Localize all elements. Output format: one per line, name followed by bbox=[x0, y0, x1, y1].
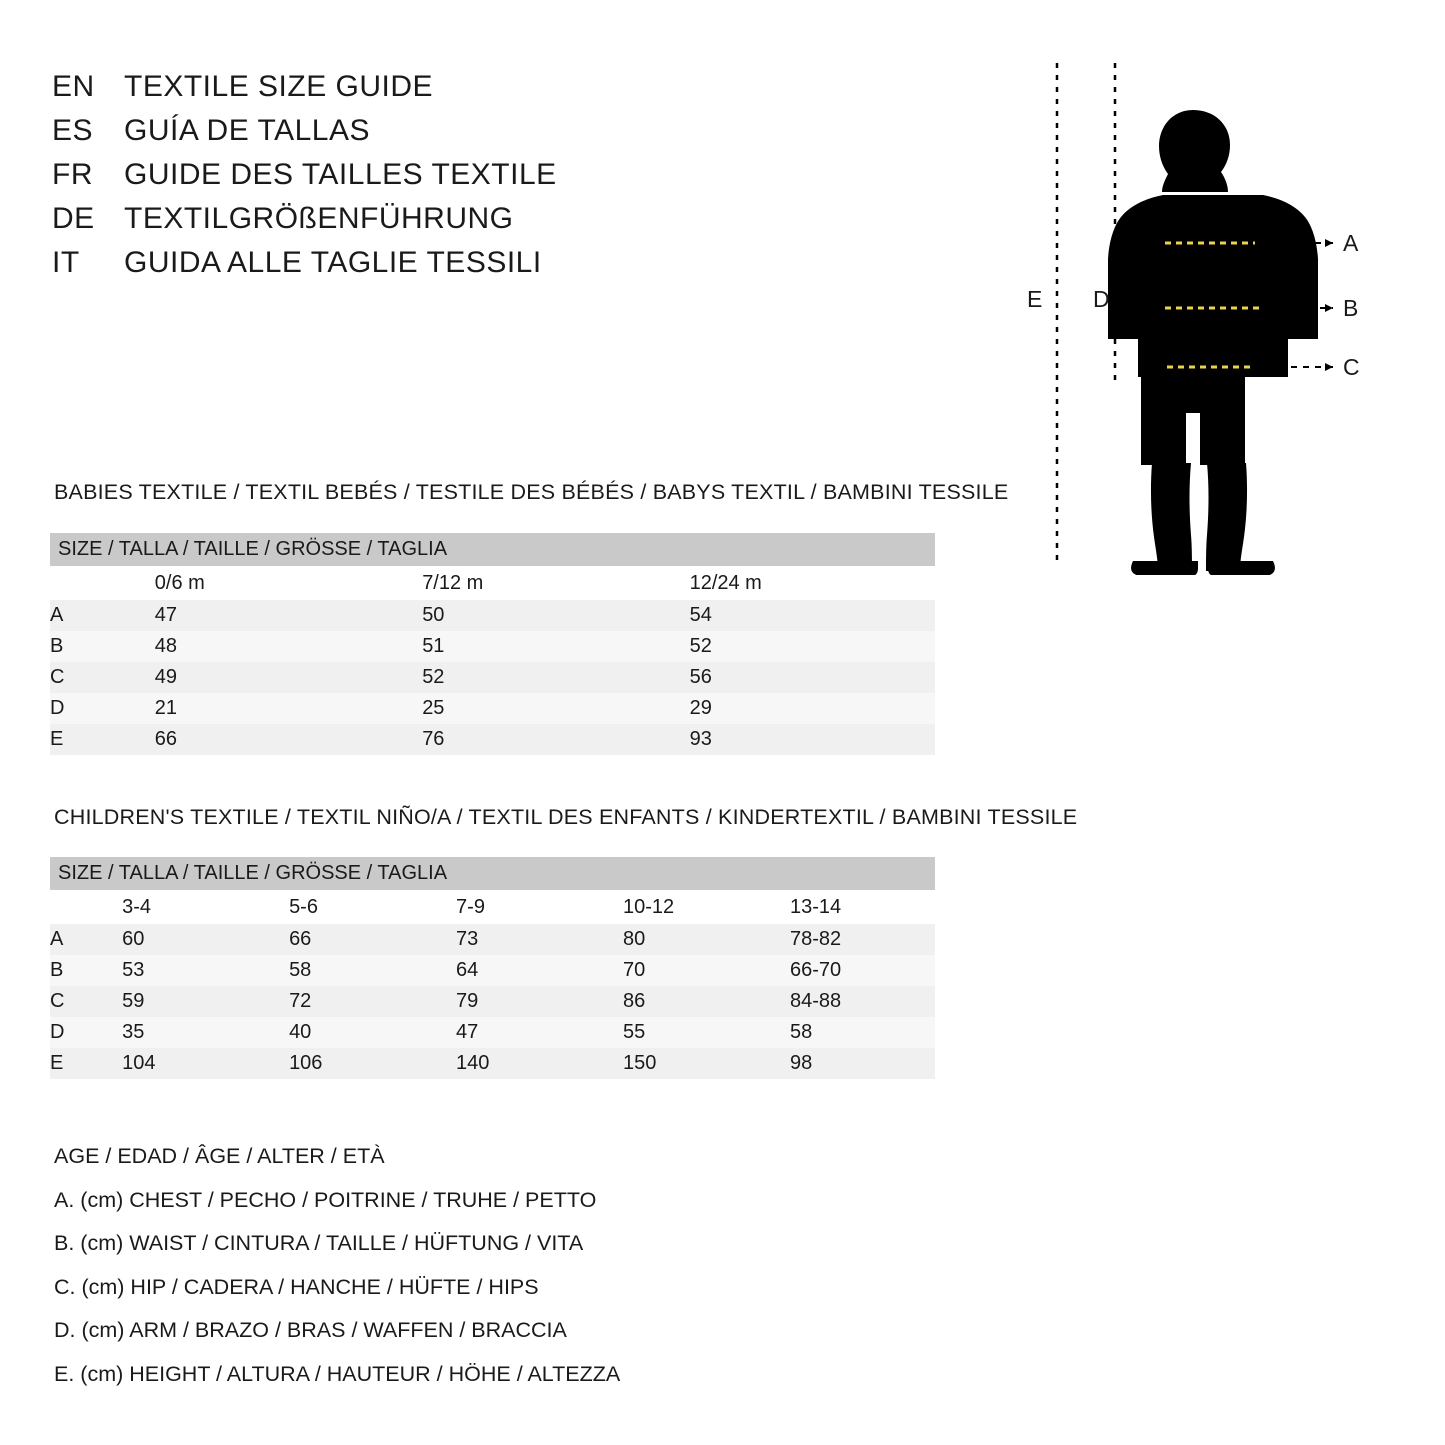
table-cell: 72 bbox=[267, 986, 434, 1017]
row-label: E bbox=[50, 1048, 100, 1079]
babies-section-heading: BABIES TEXTILE / TEXTIL BEBÉS / TESTILE DES BÉBÉS / BABYS TEXTIL / BAMBINI TESSILE bbox=[54, 480, 1009, 504]
babies-table-header-label: SIZE / TALLA / TAILLE / GRÖSSE / TAGLIA bbox=[50, 533, 935, 566]
table-cell: 70 bbox=[601, 955, 768, 986]
column-header-1: 7/12 m bbox=[400, 566, 667, 600]
row-label: D bbox=[50, 693, 133, 724]
title-lang-de: DE bbox=[52, 202, 95, 235]
row-label: B bbox=[50, 631, 133, 662]
table-cell: 66 bbox=[133, 724, 400, 755]
table-cell: 47 bbox=[434, 1017, 601, 1048]
table-cell: 53 bbox=[100, 955, 267, 986]
table-cell: 64 bbox=[434, 955, 601, 986]
table-row bbox=[50, 955, 935, 986]
table-cell: 84-88 bbox=[768, 986, 935, 1017]
title-row bbox=[52, 158, 557, 202]
table-cell: 73 bbox=[434, 924, 601, 955]
title-lang-it: IT bbox=[52, 246, 80, 279]
table-cell: 80 bbox=[601, 924, 768, 955]
table-cell: 59 bbox=[100, 986, 267, 1017]
legend-line-d: D. (cm) ARM / BRAZO / BRAS / WAFFEN / BRACCIA bbox=[54, 1318, 567, 1343]
table-cell: 52 bbox=[668, 631, 935, 662]
table-cell: 21 bbox=[133, 693, 400, 724]
table-cell: 58 bbox=[768, 1017, 935, 1048]
table-cell: 98 bbox=[768, 1048, 935, 1079]
empty-corner-cell bbox=[50, 566, 133, 600]
leader-arrow-c bbox=[1325, 363, 1333, 371]
table-row bbox=[50, 724, 935, 755]
column-header-1: 5-6 bbox=[267, 890, 434, 924]
leader-arrow-b bbox=[1325, 304, 1333, 312]
row-label: D bbox=[50, 1017, 100, 1048]
table-row bbox=[50, 693, 935, 724]
figure-label-d: D bbox=[1093, 286, 1110, 312]
table-cell: 140 bbox=[434, 1048, 601, 1079]
empty-corner-cell bbox=[50, 890, 100, 924]
table-header-row bbox=[50, 857, 935, 890]
table-row bbox=[50, 1017, 935, 1048]
column-header-4: 13-14 bbox=[768, 890, 935, 924]
table-cell: 56 bbox=[668, 662, 935, 693]
table-cell: 29 bbox=[668, 693, 935, 724]
title-row bbox=[52, 70, 557, 114]
row-label: B bbox=[50, 955, 100, 986]
table-row bbox=[50, 986, 935, 1017]
row-label: E bbox=[50, 724, 133, 755]
legend-line-e: E. (cm) HEIGHT / ALTURA / HAUTEUR / HÖHE / ALTEZZA bbox=[54, 1361, 621, 1386]
title-row bbox=[52, 246, 557, 290]
legend-line-age: AGE / EDAD / ÂGE / ALTER / ETÀ bbox=[54, 1144, 385, 1169]
title-text-de: TEXTILGRÖßENFÜHRUNG bbox=[124, 202, 514, 235]
child-silhouette bbox=[1108, 110, 1318, 575]
row-label: A bbox=[50, 924, 100, 955]
table-cell: 150 bbox=[601, 1048, 768, 1079]
babies-size-table bbox=[50, 533, 935, 755]
table-cell: 86 bbox=[601, 986, 768, 1017]
title-block bbox=[52, 70, 557, 290]
figure-label-b: B bbox=[1343, 295, 1359, 321]
column-header-2: 7-9 bbox=[434, 890, 601, 924]
table-cell: 51 bbox=[400, 631, 667, 662]
row-label: C bbox=[50, 662, 133, 693]
figure-label-e: E bbox=[1027, 286, 1043, 312]
table-cell: 58 bbox=[267, 955, 434, 986]
table-cell: 40 bbox=[267, 1017, 434, 1048]
title-lang-en: EN bbox=[52, 70, 95, 103]
table-cell: 52 bbox=[400, 662, 667, 693]
table-cell: 78-82 bbox=[768, 924, 935, 955]
title-text-fr: GUIDE DES TAILLES TEXTILE bbox=[124, 158, 557, 191]
table-cell: 66 bbox=[267, 924, 434, 955]
column-header-0: 3-4 bbox=[100, 890, 267, 924]
table-cell: 49 bbox=[133, 662, 400, 693]
measurement-figure bbox=[1015, 55, 1405, 575]
legend-line-a: A. (cm) CHEST / PECHO / POITRINE / TRUHE / PETTO bbox=[54, 1187, 597, 1212]
table-row bbox=[50, 662, 935, 693]
children-section-heading: CHILDREN'S TEXTILE / TEXTIL NIÑO/A / TEXTIL DES ENFANTS / KINDERTEXTIL / BAMBINI TESSILE bbox=[54, 805, 1078, 829]
leader-arrow-a bbox=[1325, 239, 1333, 247]
title-text-it: GUIDA ALLE TAGLIE TESSILI bbox=[124, 246, 542, 279]
legend-line-c: C. (cm) HIP / CADERA / HANCHE / HÜFTE / HIPS bbox=[54, 1274, 539, 1299]
table-cell: 47 bbox=[133, 600, 400, 631]
title-lang-fr: FR bbox=[52, 158, 93, 191]
table-cell: 79 bbox=[434, 986, 601, 1017]
measurement-legend bbox=[54, 1135, 620, 1396]
title-row bbox=[52, 114, 557, 158]
table-cell: 54 bbox=[668, 600, 935, 631]
column-header-2: 12/24 m bbox=[668, 566, 935, 600]
table-cell: 35 bbox=[100, 1017, 267, 1048]
title-text-en: TEXTILE SIZE GUIDE bbox=[124, 70, 434, 103]
table-cell: 76 bbox=[400, 724, 667, 755]
table-cell: 50 bbox=[400, 600, 667, 631]
table-column-row bbox=[50, 566, 935, 600]
table-column-row bbox=[50, 890, 935, 924]
title-lang-es: ES bbox=[52, 114, 94, 147]
column-header-0: 0/6 m bbox=[133, 566, 400, 600]
figure-label-c: C bbox=[1343, 354, 1360, 380]
table-row bbox=[50, 600, 935, 631]
table-cell: 60 bbox=[100, 924, 267, 955]
table-cell: 55 bbox=[601, 1017, 768, 1048]
table-row bbox=[50, 924, 935, 955]
table-header-row bbox=[50, 533, 935, 566]
children-table-header-label: SIZE / TALLA / TAILLE / GRÖSSE / TAGLIA bbox=[50, 857, 935, 890]
row-label: A bbox=[50, 600, 133, 631]
title-row bbox=[52, 202, 557, 246]
children-size-table bbox=[50, 857, 935, 1079]
table-cell: 66-70 bbox=[768, 955, 935, 986]
table-cell: 106 bbox=[267, 1048, 434, 1079]
row-label: C bbox=[50, 986, 100, 1017]
legend-line-b: B. (cm) WAIST / CINTURA / TAILLE / HÜFTUNG / VITA bbox=[54, 1231, 584, 1256]
figure-label-a: A bbox=[1343, 230, 1359, 256]
title-text-es: GUÍA DE TALLAS bbox=[124, 114, 370, 147]
table-cell: 48 bbox=[133, 631, 400, 662]
column-header-3: 10-12 bbox=[601, 890, 768, 924]
table-cell: 93 bbox=[668, 724, 935, 755]
table-row bbox=[50, 1048, 935, 1079]
table-cell: 25 bbox=[400, 693, 667, 724]
table-row bbox=[50, 631, 935, 662]
table-cell: 104 bbox=[100, 1048, 267, 1079]
